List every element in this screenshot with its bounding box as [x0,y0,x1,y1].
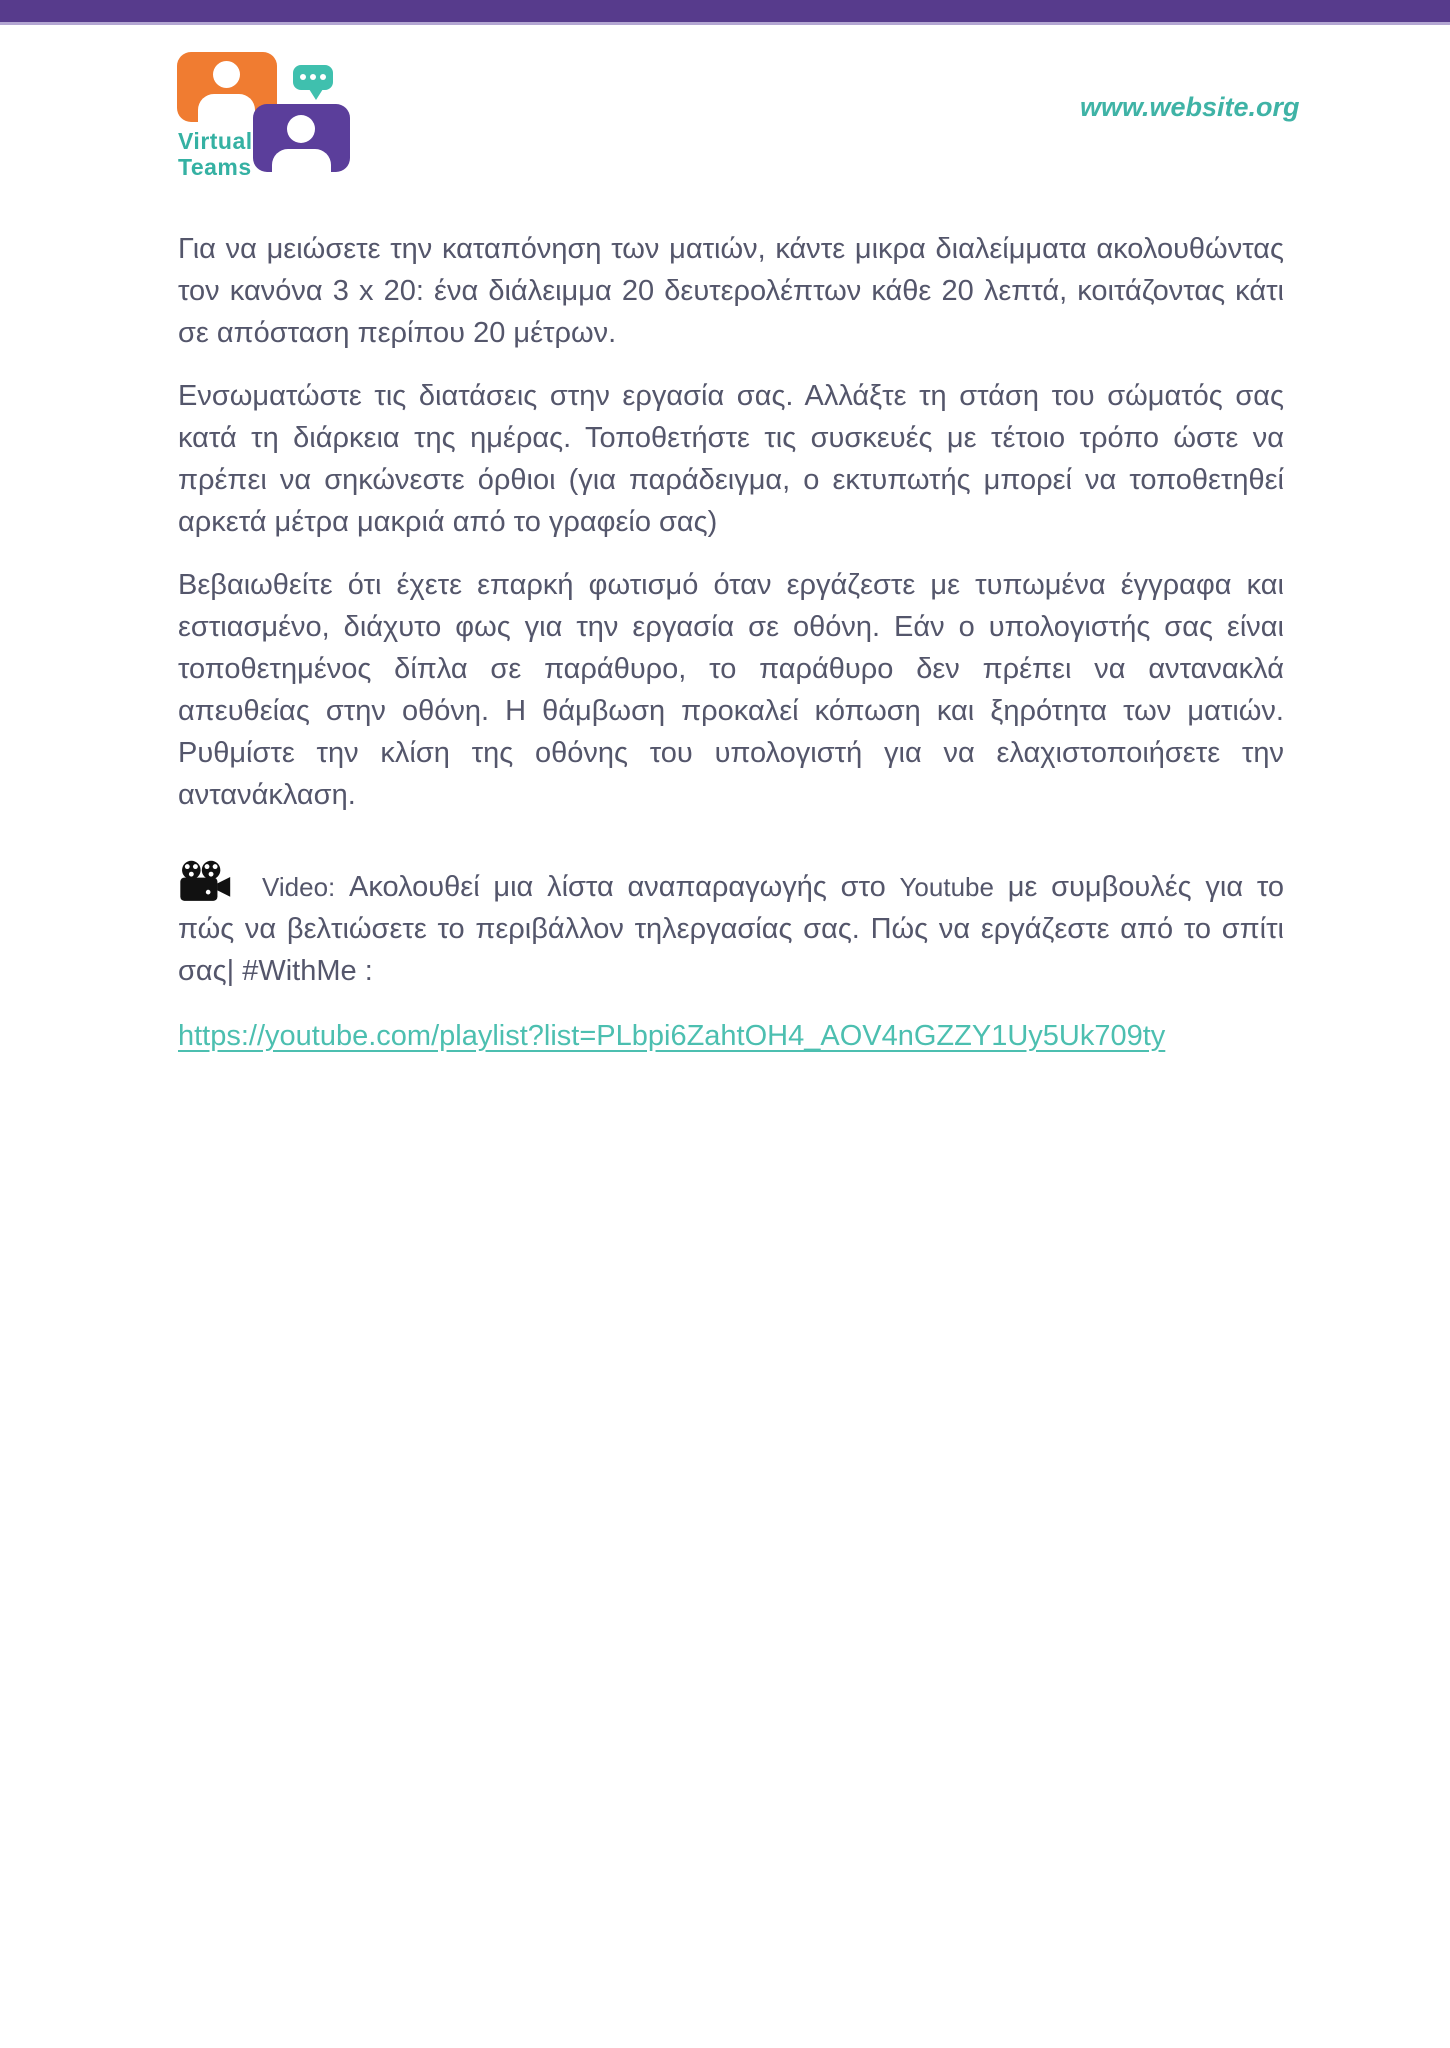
video-text-part1: Ακολουθεί μια λίστα αναπαραγωγής στο [349,871,886,903]
bubble-dot-icon [320,74,326,80]
logo-wordmark [178,128,253,180]
bubble-dot-icon [300,74,306,80]
youtube-playlist-link[interactable]: https://youtube.com/playlist?list=PLbpi6ZahtOH4_AOV4nGZZY1Uy5Uk709ty [178,1020,1166,1052]
movie-camera-icon [178,860,236,908]
bubble-tail-icon [309,89,323,100]
logo-purple-person-icon [253,104,350,172]
person-body-icon [272,149,331,172]
virtual-teams-logo [177,52,357,180]
top-accent-bar [0,0,1450,25]
video-youtube-word: Youtube [899,872,994,902]
paragraph-lighting: Βεβαιωθείτε ότι έχετε επαρκή φωτισμό όταν εργάζεστε με τυπωμένα έγγραφα και εστιασμένο, διάχυτο φως για την εργασία σε οθόνη. Εάν ο υπολογιστής σας είναι τοποθετημένος δίπλα σε παράθυρο, το παράθυρο δεν πρέπει να αντανακλά απευθείας στην οθόνη. Η θάμβωση προκαλεί κόπωση και ξηρότητα των ματιών. Ρυθμίστε την κλίση της οθόνης του υπολογιστή για να ελαχιστοποιήσετε την αντανάκλαση. [178,569,1284,811]
speech-bubble-icon [293,65,333,90]
video-text-part2: με συμβουλές για το πώς να βελτιώσετε το περιβάλλον τηλεργασίας σας. Πώς να εργάζεστε από το σπίτι σας| #WithMe : [178,871,1285,987]
paragraph-stretching: Ενσωματώστε τις διατάσεις στην εργασία σας. Αλλάξτε τη στάση του σώματός σας κατά τη διάρκεια της ημέρας. Τοποθετήστε τις συσκευές με τέτοιο τρόπο ώστε να πρέπει να σηκώνεστε όρθιοι (για παράδειγμα, ο εκτυπωτής μπορεί να τοποθετηθεί αρκετά μέτρα μακριά από το γραφείο σας) [178,380,1284,538]
paragraph-eye-strain: Για να μειώσετε την καταπόνηση των ματιών, κάντε μικρα διαλείμματα ακολουθώντας τον κανόνα 3 x 20: ένα διάλειμμα 20 δευτερολέπτων κάθε 20 λεπτά, κοιτάζοντας κάτι σε απόσταση περίπου 20 μέτρων. [178,233,1284,349]
person-body-icon [198,94,255,122]
logo-word-virtual: Virtual [178,128,253,154]
person-head-icon [287,115,315,143]
person-head-icon [213,61,240,88]
video-label: Video: [262,872,336,902]
logo-word-teams: Teams [178,154,252,180]
video-note-paragraph [178,860,1284,992]
website-url-text: www.website.org [1080,92,1300,122]
bubble-dot-icon [310,74,316,80]
document-body [178,228,1284,1057]
